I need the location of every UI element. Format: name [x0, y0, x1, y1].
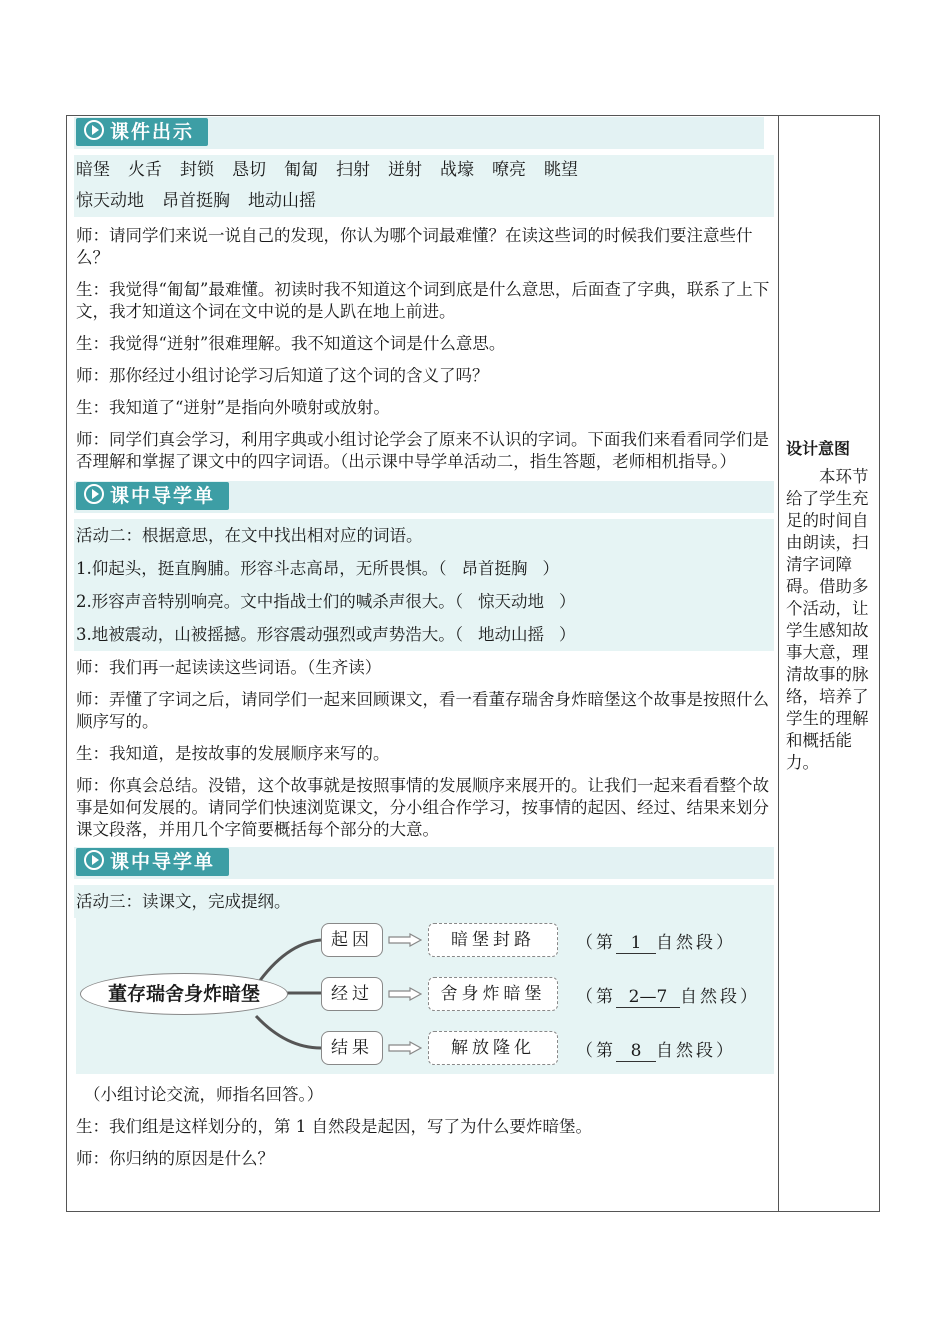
- dialog-line: 生：我觉得“迸射”很难理解。我不知道这个词是什么意思。: [76, 334, 506, 353]
- activity-2-item: 3.地被震动，山被摇撼。形容震动强烈或声势浩大。（ 地动山摇 ）: [76, 618, 774, 651]
- play-icon: [84, 120, 104, 140]
- design-intent-text: 本环节给了学生充足的时间自由朗读，扫清字词障碍。借助多个活动，让学生感知故事大意，理清故事的脉络，培养了学生的理解和概括能力。: [786, 467, 869, 772]
- paragraph-number: 2—7: [616, 987, 680, 1008]
- vocab-word: 昂首挺胸: [162, 191, 230, 211]
- outline-diagram: [76, 918, 774, 1074]
- vocab-word: 火舌: [128, 160, 162, 180]
- dialog-line: 师：弄懂了字词之后，请同学们一起来回顾课文，看一看董存瑞舍身炸暗堡这个故事是按照什么顺序写的。: [76, 690, 769, 731]
- play-icon: [84, 484, 104, 504]
- vocab-word: 暗堡: [76, 160, 110, 180]
- outline-summary-process: 舍身炸暗堡: [428, 977, 558, 1011]
- paragraph-number: 1: [616, 933, 656, 954]
- activity-3-title: 活动三：读课文，完成提纲。: [74, 885, 774, 918]
- vocab-word: 战壕: [440, 160, 474, 180]
- vocab-word: 眺望: [544, 160, 578, 180]
- section-header-courseware: 课件出示: [74, 117, 764, 149]
- section-header-guide-2: 课中导学单: [74, 847, 774, 879]
- dialog-line: 生：我们组是这样划分的，第 1 自然段是起因，写了为什么要炸暗堡。: [76, 1117, 592, 1136]
- vocab-list: [74, 155, 774, 217]
- vocab-word: 惊天动地: [76, 191, 144, 211]
- dialog-line: 生：我知道了“迸射”是指向外喷射或放射。: [76, 398, 390, 417]
- outline-summary-cause: 暗堡封路: [428, 923, 558, 957]
- play-icon: [84, 850, 104, 870]
- dialog-line: 生：我知道，是按故事的发展顺序来写的。: [76, 744, 390, 763]
- answer-text: 地动山摇: [478, 625, 544, 644]
- dialog-line: 师：那你经过小组讨论学习后知道了这个词的含义了吗？: [76, 366, 489, 385]
- arrow-icon: [388, 933, 422, 947]
- outline-label-cause: 起因: [321, 923, 383, 957]
- vocab-row-2: [76, 186, 774, 217]
- arrow-icon: [388, 987, 422, 1001]
- dialog-line: 师：请同学们来说一说自己的发现，你认为哪个词最难懂？在读这些词的时候我们要注意些什么？: [76, 226, 753, 267]
- column-divider: [778, 115, 779, 1212]
- activity-2-item: 1.仰起头，挺直胸脯。形容斗志高昂，无所畏惧。（ 昂首挺胸 ）: [76, 552, 774, 585]
- vocab-word: 封锁: [180, 160, 214, 180]
- dialog-line: 生：我觉得“匍匐”最难懂。初读时我不知道这个词到底是什么意思，后面查了字典，联系了上下文，我才知道这个词在文中说的是人趴在地上前进。: [76, 280, 770, 321]
- arrow-icon: [388, 1041, 422, 1055]
- answer-text: 惊天动地: [478, 592, 544, 611]
- design-intent-title: 设计意图: [786, 439, 851, 458]
- vocab-word: 扫射: [336, 160, 370, 180]
- section-header-guide-1: 课中导学单: [74, 481, 774, 513]
- vocab-word: 迸射: [388, 160, 422, 180]
- vocab-word: 嘹亮: [492, 160, 526, 180]
- answer-text: 昂首挺胸: [461, 559, 528, 578]
- activity-2-title: 活动二：根据意思，在文中找出相对应的词语。: [76, 526, 423, 545]
- dialog-line: 师：我们再一起读读这些词语。（生齐读）: [76, 658, 382, 677]
- main-column: [74, 117, 774, 1180]
- activity-2: [74, 519, 774, 651]
- vocab-word: 恳切: [232, 160, 266, 180]
- activity-2-item: 2.形容声音特别响亮。文中指战士们的喊杀声很大。（ 惊天动地 ）: [76, 585, 774, 618]
- vocab-word: 地动山摇: [248, 191, 316, 211]
- dialog-line: 师：你真会总结。没错，这个故事就是按照事情的发展顺序来展开的。让我们一起来看看整个故事是如何发展的。请同学们快速浏览课文，分小组合作学习，按事情的起因、经过、结果来划分课文段落，并用几个字简要概括每个部分的大意。: [76, 776, 769, 839]
- vocab-row-1: [76, 155, 774, 186]
- outline-label-result: 结果: [321, 1031, 383, 1065]
- outline-summary-result: 解放隆化: [428, 1031, 558, 1065]
- vocab-word: 匍匐: [284, 160, 318, 180]
- outline-paragraph-result: （第 8 自然段）: [576, 1041, 736, 1061]
- paragraph-number: 8: [616, 1041, 656, 1062]
- dialog-line: 师：同学们真会学习，利用字典或小组讨论学会了原来不认识的字词。下面我们来看看同学们是否理解和掌握了课文中的四字词语。（出示课中导学单活动二，指生答题，老师相机指导。）: [76, 430, 769, 471]
- outline-paragraph-process: （第 2—7 自然段）: [576, 987, 760, 1007]
- outline-paragraph-cause: （第 1 自然段）: [576, 933, 736, 953]
- dialog-line: （小组讨论交流，师指名回答。）: [84, 1085, 324, 1104]
- outline-center-title: 董存瑞舍身炸暗堡: [80, 973, 288, 1015]
- dialog-line: 师：你归纳的原因是什么？: [76, 1149, 274, 1168]
- design-intent-column: [786, 438, 870, 774]
- outline-label-process: 经过: [321, 977, 383, 1011]
